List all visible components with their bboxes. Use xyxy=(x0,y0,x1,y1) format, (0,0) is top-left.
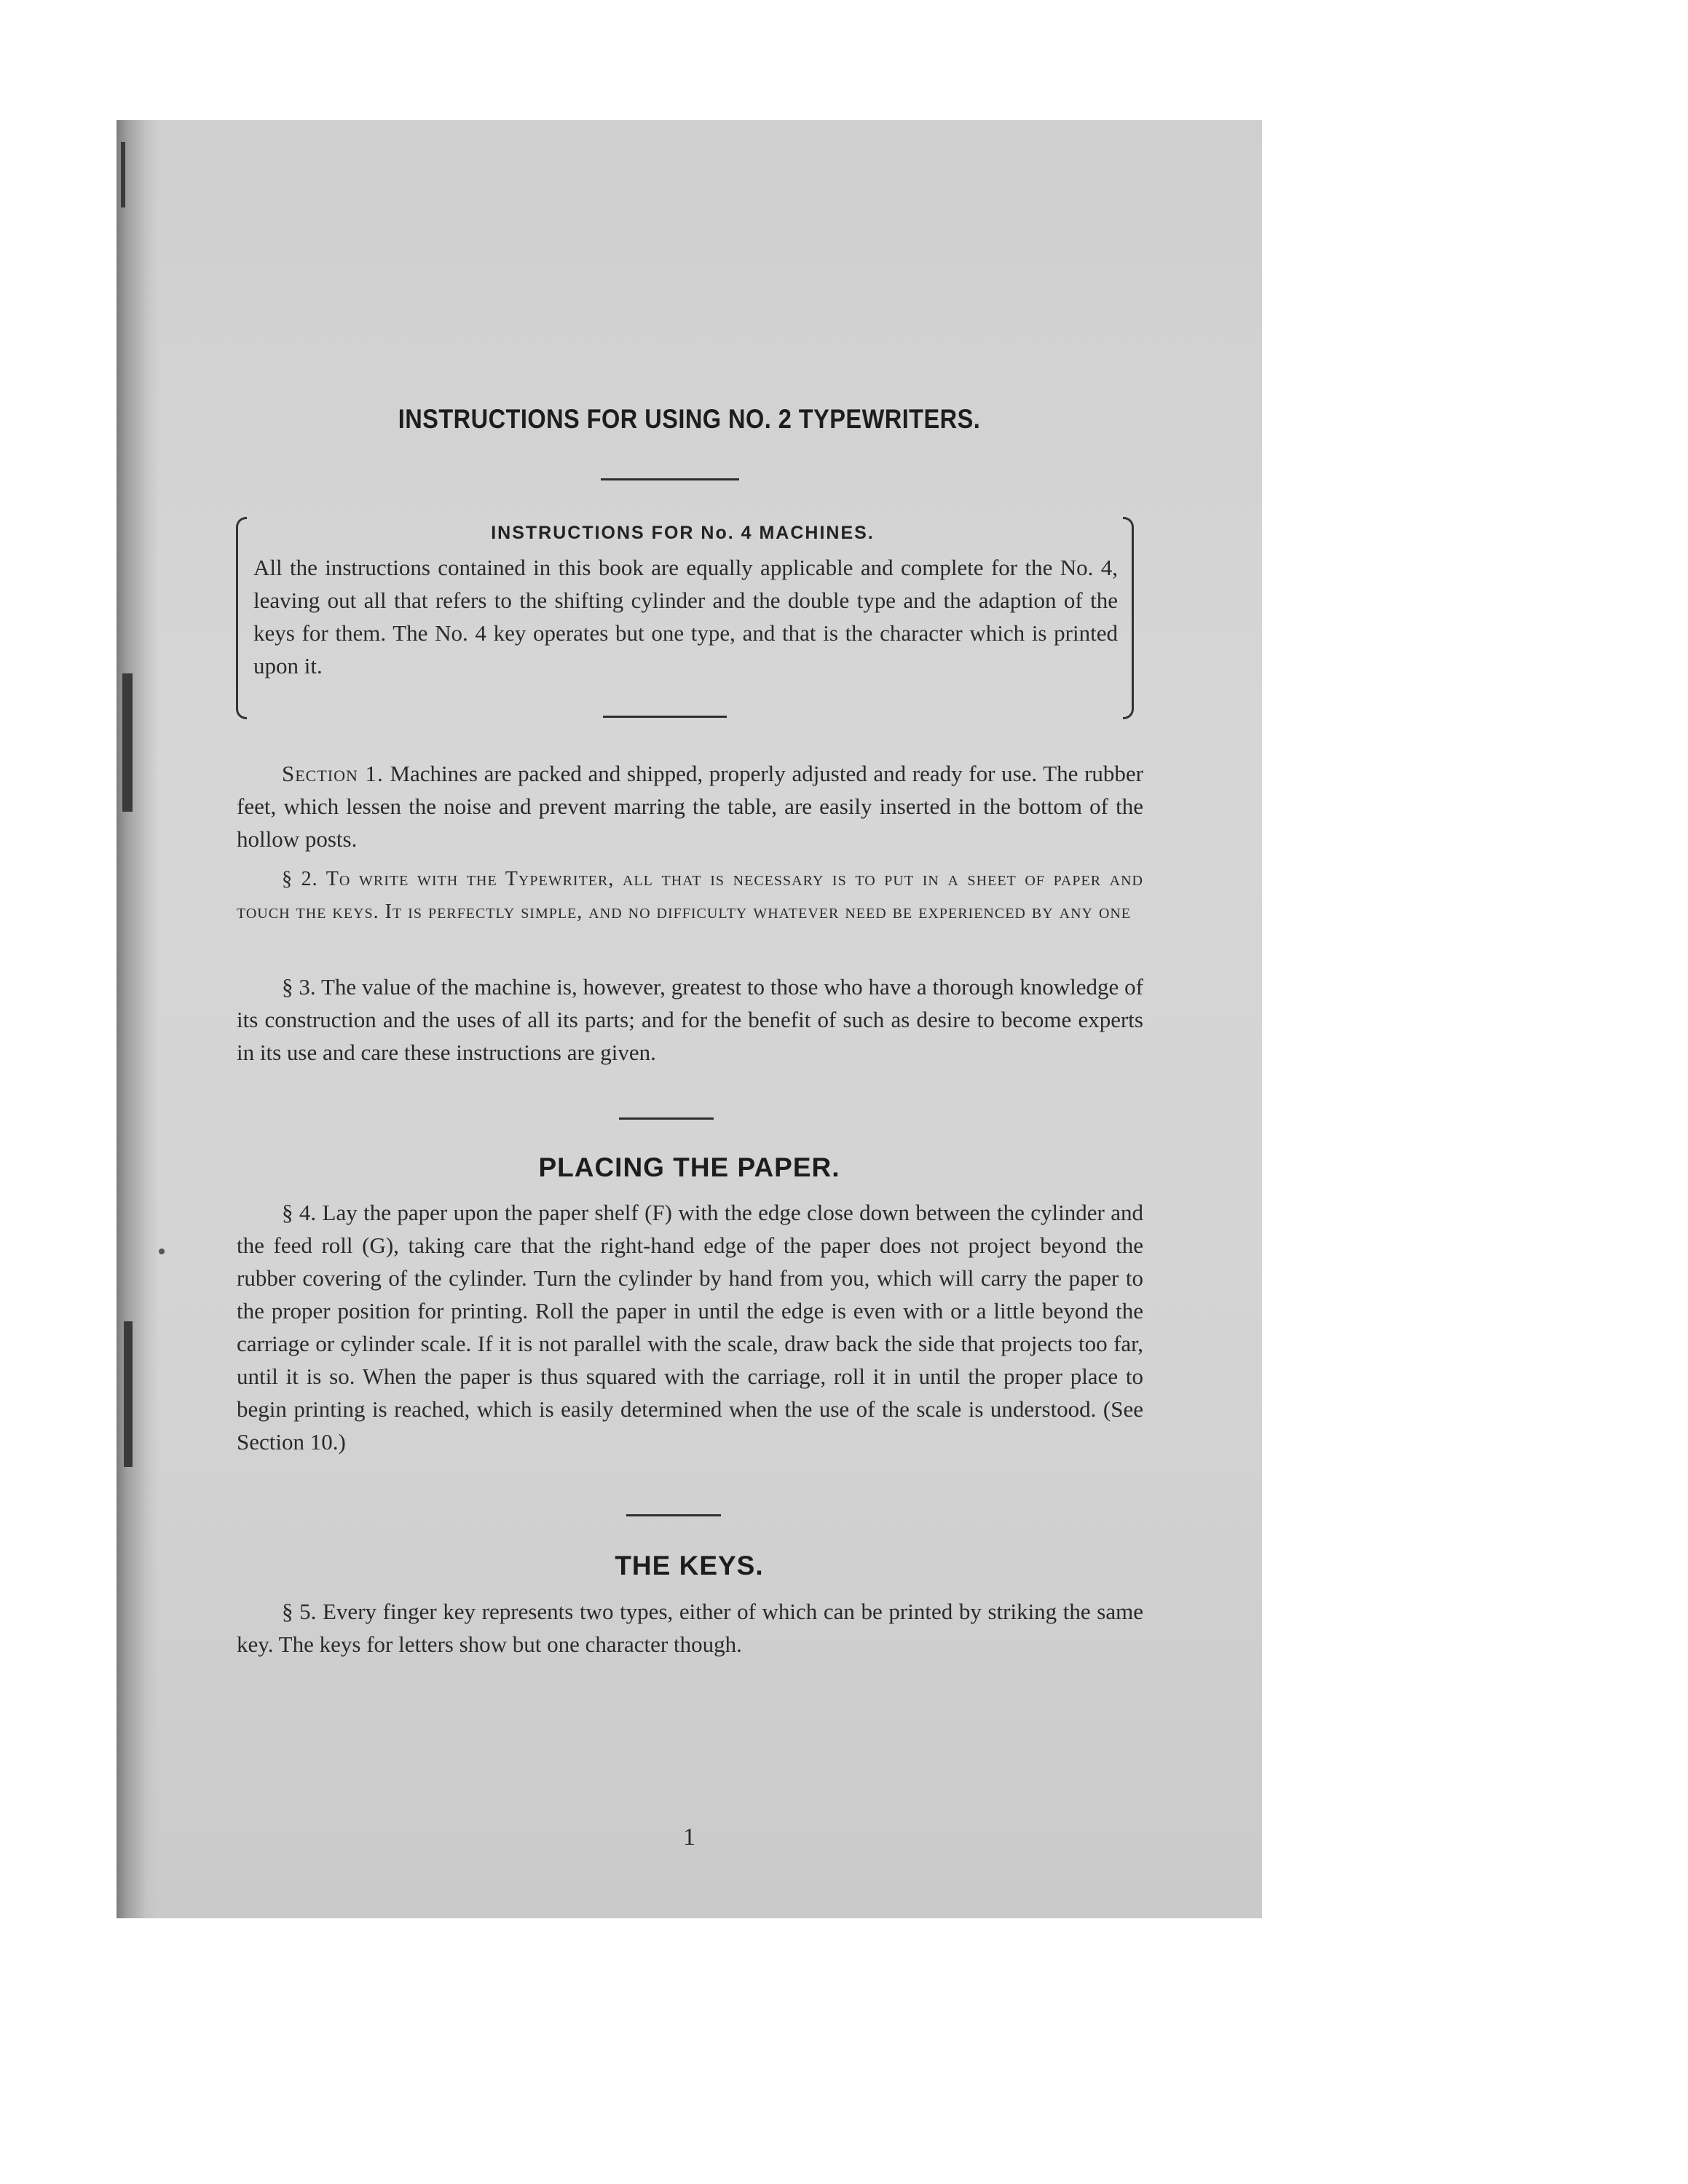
section-divider xyxy=(619,1117,714,1120)
section-label: § 4. xyxy=(282,1200,317,1225)
page-spine-shadow xyxy=(117,120,159,1918)
spine-mark xyxy=(122,673,133,812)
section-label: § 3. xyxy=(282,974,316,1000)
heading-placing-paper: PLACING THE PAPER. xyxy=(538,1152,840,1182)
section-4 xyxy=(237,1196,1143,1458)
section-2 xyxy=(237,863,1143,928)
left-brace xyxy=(236,517,247,719)
spine-mark xyxy=(121,142,125,207)
section-text: To write with the Typewriter, all that is necessary is to put in a sheet of paper and touch the keys. It is perfectly simple, and no difficulty whatever need be experienced by any one xyxy=(237,868,1144,923)
section-divider xyxy=(626,1514,721,1516)
section-label: Section 1. xyxy=(282,761,384,786)
heading-the-keys: THE KEYS. xyxy=(615,1551,764,1580)
title-divider xyxy=(601,478,739,480)
section-label: § 2. xyxy=(282,868,318,890)
note-divider xyxy=(603,716,727,718)
scanned-page xyxy=(117,120,1262,1918)
page-number: 1 xyxy=(683,1824,695,1851)
section-5 xyxy=(237,1595,1143,1661)
dust-speck xyxy=(159,1249,165,1254)
section-label: § 5. xyxy=(282,1599,317,1624)
document-title: INSTRUCTIONS FOR USING NO. 2 TYPEWRITERS. xyxy=(398,404,981,434)
note-text: All the instructions contained in this book are equally applicable and complete for the No. 4, leaving out all that refers to the shifting cylinder and the double type and the adaption of the keys for them. The No. 4 key operates but one type, and that is the character which is printed upon it. xyxy=(253,555,1118,678)
section-text: Lay the paper upon the paper shelf (F) with the edge close down between the cylinder and the feed roll (G), taking care that the right-hand edge of the paper does not project beyond the rubber covering of the cylinder. Turn the cylinder by hand from you, which will carry the paper to the proper position for printing. Roll the paper in until the edge is even with or a little beyond the carriage or cylinder scale. If it is not parallel with the scale, draw back the side that projects too far, until it is so. When the paper is thus squared with the carriage, roll it in until the proper place to begin printing is reached, which is easily determined when the use of the scale is understood. (See Section 10.) xyxy=(237,1200,1144,1455)
note-heading: INSTRUCTIONS FOR No. 4 MACHINES. xyxy=(491,523,875,543)
spine-mark xyxy=(124,1321,133,1467)
section-text: The value of the machine is, however, greatest to those who have a thorough knowledge of its construction and the uses of all its parts; and for the benefit of such as desire to become experts in its use and care these instructions are given. xyxy=(237,974,1143,1065)
section-3 xyxy=(237,970,1143,1069)
section-text: Machines are packed and shipped, properly adjusted and ready for use. The rubber feet, which lessen the noise and prevent marring the table, are easily inserted in the bottom of the hollow posts. xyxy=(237,761,1143,852)
section-1 xyxy=(237,757,1143,855)
right-brace xyxy=(1123,517,1134,719)
section-text: Every finger key represents two types, either of which can be printed by striking the same key. The keys for letters show but one character though. xyxy=(237,1599,1143,1657)
no4-note-box xyxy=(240,517,1125,715)
